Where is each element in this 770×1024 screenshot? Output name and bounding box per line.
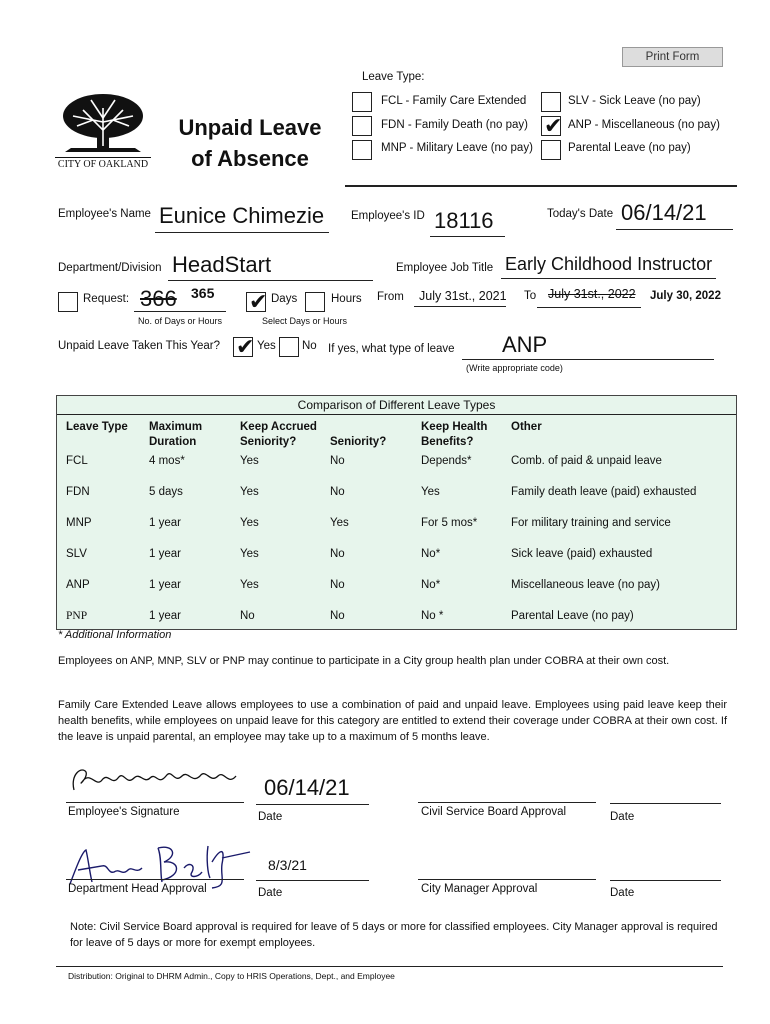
employee-id-underline [430, 236, 505, 237]
dept-head-date-field[interactable]: 8/3/21 [268, 857, 307, 873]
option-mnp-label: MNP - Military Leave (no pay) [381, 142, 533, 154]
leave-type-code-field[interactable]: ANP [502, 332, 548, 357]
checkbox-slv[interactable] [541, 92, 561, 112]
employee-date-field[interactable]: 06/14/21 [264, 775, 350, 800]
from-underline [414, 306, 506, 307]
job-title-field[interactable]: Early Childhood Instructor [505, 254, 713, 274]
employee-signature-label: Employee's Signature [68, 806, 180, 818]
header-keep-health: Keep Health Benefits? [421, 421, 488, 448]
footer-divider [56, 966, 723, 967]
prior-leave-label: Unpaid Leave Taken This Year? [58, 340, 220, 352]
employee-signature-drawing [68, 760, 244, 800]
department-underline [168, 280, 373, 281]
cell-duration: 1 year [149, 610, 181, 622]
cobra-paragraph: Employees on ANP, MNP, SLV or PNP may continue to participate in a City group health plan under COBRA at their own cost. [58, 655, 670, 667]
cell-health: For 5 mos* [421, 517, 478, 529]
days-label: Days [271, 293, 298, 305]
option-anp-label: ANP - Miscellaneous (no pay) [568, 119, 720, 131]
employee-name-label: Employee's Name [58, 208, 151, 220]
cell-type: FCL [66, 455, 88, 467]
cell-keep-seniority: Yes [240, 455, 259, 467]
cell-other: For military training and service [511, 517, 671, 529]
title-line-2: of Absence [191, 146, 309, 171]
table-title-divider [57, 414, 736, 415]
request-value-struck: 366 [140, 286, 177, 311]
leave-type-question-label: If yes, what type of leave [328, 343, 455, 355]
table-title: Comparison of Different Leave Types [297, 398, 496, 412]
hours-checkbox[interactable] [305, 292, 325, 312]
cell-other: Comb. of paid & unpaid leave [511, 455, 662, 467]
cell-keep-seniority: No [240, 610, 255, 622]
cell-seniority: No [330, 486, 345, 498]
city-of-oakland-logo [55, 90, 151, 170]
header-divider [345, 185, 737, 187]
city-manager-line [418, 879, 596, 880]
cell-health: No* [421, 579, 441, 591]
cell-keep-seniority: Yes [240, 517, 259, 529]
fcl-paragraph: Family Care Extended Leave allows employees to use a combination of paid and unpaid leave. Employees using paid leave keep their health benefits, while employees on unpaid leave for this category are entitled to extend their coverage under COBRA at their own cost. If the leave is unpaid parental, an employee may take up to a maximum of 5 months leave. [58, 699, 727, 743]
leave-type-code-underline [462, 359, 714, 360]
distribution-note: Distribution: Original to DHRM Admin., Copy to HRIS Operations, Dept., and Employee [68, 971, 395, 981]
cell-other: Sick leave (paid) exhausted [511, 548, 653, 560]
to-date-struck: July 31st., 2022 [548, 287, 636, 301]
header-leave-type: Leave Type [66, 421, 128, 433]
cell-keep-seniority: Yes [240, 548, 259, 560]
dept-head-label: Department Head Approval [68, 883, 207, 895]
option-fdn-label: FDN - Family Death (no pay) [381, 119, 528, 131]
request-value[interactable]: 365 [191, 285, 215, 301]
from-date-field[interactable]: July 31st., 2021 [419, 289, 507, 303]
civil-date-label: Date [610, 811, 635, 823]
prior-no-label: No [302, 340, 317, 352]
todays-date-label: Today's Date [547, 208, 614, 220]
to-date-field[interactable]: July 30, 2022 [650, 290, 721, 302]
checkbox-parental[interactable] [541, 140, 561, 160]
option-fcl-label: FCL - Family Care Extended [381, 95, 527, 107]
cell-duration: 4 mos* [149, 455, 185, 467]
cell-other: Miscellaneous leave (no pay) [511, 579, 660, 591]
todays-date-field[interactable]: 06/14/21 [621, 200, 707, 225]
job-title-label: Employee Job Title [396, 262, 494, 274]
cell-other: Family death leave (paid) exhausted [511, 486, 697, 498]
checkbox-mnp[interactable] [352, 140, 372, 160]
employee-name-underline [155, 232, 329, 233]
cell-duration: 1 year [149, 579, 181, 591]
employee-id-field[interactable]: 18116 [434, 208, 494, 233]
employee-date-line [256, 804, 369, 805]
dept-head-date-line [256, 880, 369, 881]
header-seniority: Seniority? [330, 436, 387, 448]
todays-date-underline [616, 229, 733, 230]
cell-health: Yes [421, 486, 440, 498]
civil-service-label: Civil Service Board Approval [421, 806, 567, 818]
prior-no-checkbox[interactable] [279, 337, 299, 357]
cell-type: SLV [66, 548, 87, 560]
header-other: Other [511, 421, 542, 433]
cell-keep-seniority: Yes [240, 579, 259, 591]
cell-seniority: No [330, 455, 345, 467]
title-line-1: Unpaid Leave [178, 115, 322, 140]
header-max-duration: Maximum Duration [149, 421, 203, 448]
civil-service-line [418, 802, 596, 803]
checkbox-fdn[interactable] [352, 116, 372, 136]
hours-label: Hours [331, 293, 362, 305]
cell-type: PNP [66, 610, 88, 622]
cell-type: ANP [66, 579, 90, 591]
cell-duration: 1 year [149, 517, 181, 529]
cell-duration: 5 days [149, 486, 183, 498]
select-caption: Select Days or Hours [262, 316, 348, 326]
employee-signature[interactable] [68, 760, 244, 800]
city-manager-date-label: Date [610, 887, 635, 899]
units-caption: No. of Days or Hours [138, 316, 223, 326]
employee-signature-line [66, 802, 244, 803]
city-manager-date-line [610, 880, 721, 881]
header-keep-seniority: Keep Accrued Seniority? [240, 421, 317, 448]
from-label: From [377, 291, 404, 303]
checkmark-icon: ✔ [249, 289, 268, 314]
to-underline [537, 307, 641, 308]
department-label: Department/Division [58, 262, 162, 274]
employee-id-label: Employee's ID [351, 210, 425, 222]
cell-health: Depends* [421, 455, 472, 467]
checkbox-fcl[interactable] [352, 92, 372, 112]
prior-yes-checkbox[interactable] [233, 334, 255, 359]
request-label: Request: [83, 293, 130, 305]
cell-duration: 1 year [149, 548, 181, 560]
option-parental-label: Parental Leave (no pay) [568, 142, 691, 154]
civil-date-line [610, 803, 721, 804]
cell-health: No * [421, 610, 444, 622]
print-form-button[interactable]: Print Form [622, 47, 723, 67]
request-checkbox[interactable] [58, 292, 78, 312]
cell-seniority: No [330, 579, 345, 591]
checkbox-anp[interactable] [541, 113, 563, 138]
employee-date-label: Date [258, 811, 283, 823]
comparison-table [56, 395, 737, 630]
city-manager-label: City Manager Approval [421, 883, 538, 895]
employee-name-field[interactable]: Eunice Chimezie [159, 203, 325, 228]
option-slv-label: SLV - Sick Leave (no pay) [568, 95, 701, 107]
approval-note: Note: Civil Service Board approval is required for leave of 5 days or more for classified employees. City Manager approval is required for leave of 5 days or more for exempt employees. [70, 921, 718, 949]
request-underline [134, 311, 226, 312]
cell-type: FDN [66, 486, 90, 498]
dept-head-date-label: Date [258, 887, 283, 899]
department-field[interactable]: HeadStart [172, 252, 272, 277]
cell-seniority: No [330, 610, 345, 622]
checkmark-icon: ✔ [544, 113, 563, 138]
cell-seniority: Yes [330, 517, 349, 529]
additional-info-note: * Additional Information [58, 629, 172, 641]
cell-keep-seniority: Yes [240, 486, 259, 498]
cell-type: MNP [66, 517, 92, 529]
cell-health: No* [421, 548, 441, 560]
job-title-underline [501, 278, 716, 279]
form-title [170, 112, 330, 174]
oak-tree-icon [55, 90, 151, 156]
logo-text: CITY OF OAKLAND [55, 157, 151, 170]
to-label: To [524, 290, 537, 302]
leave-type-code-caption: (Write appropriate code) [466, 363, 563, 373]
dept-head-line [66, 879, 244, 880]
prior-yes-label: Yes [257, 340, 276, 352]
leave-type-label: Leave Type: [362, 71, 425, 83]
cell-seniority: No [330, 548, 345, 560]
cell-other: Parental Leave (no pay) [511, 610, 634, 622]
checkmark-icon: ✔ [236, 334, 255, 359]
days-checkbox[interactable] [246, 289, 268, 314]
